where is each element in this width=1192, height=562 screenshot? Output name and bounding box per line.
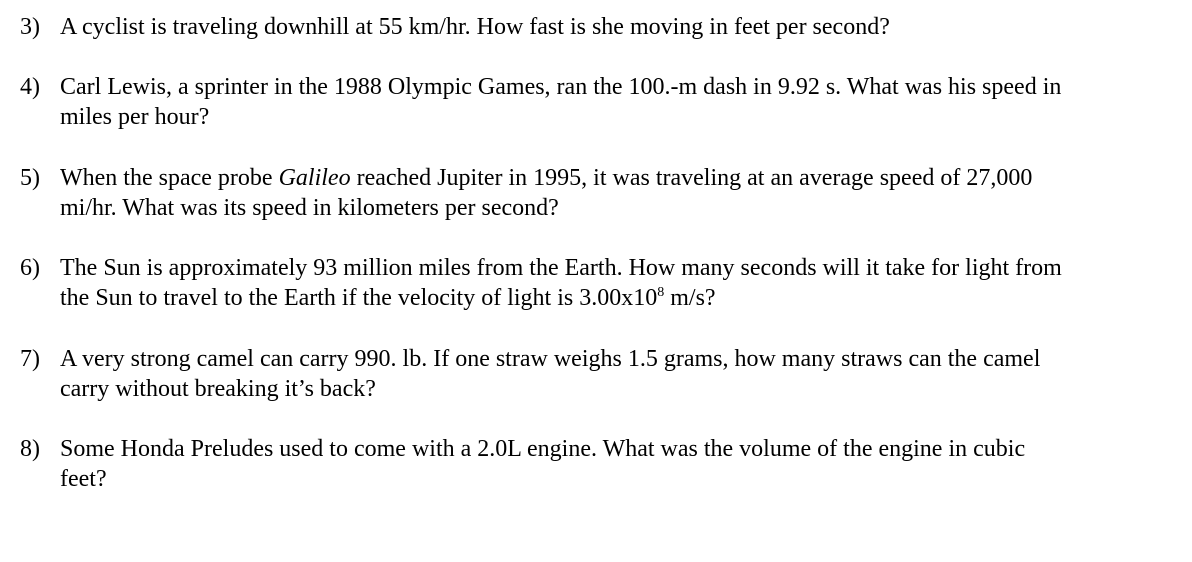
problem-text	[60, 163, 1190, 223]
problem-text-segment: reached Jupiter in 1995, it was traveling at an average speed of 27,000	[350, 165, 1033, 191]
problem-line: feet?	[60, 466, 107, 492]
problem-line: A very strong camel can carry 990. lb. If one straw weighs 1.5 grams, how many straws can the camel	[60, 346, 1041, 372]
problem-text	[60, 434, 1190, 494]
problem-text-segment: When the space probe	[60, 165, 279, 191]
problem-text	[60, 344, 1190, 404]
problem-line	[60, 283, 1190, 313]
problem-text-segment: the Sun to travel to the Earth if the velocity of light is 3.00x10	[60, 285, 658, 311]
problem-text	[60, 12, 1190, 42]
problem-text-segment: m/s?	[664, 285, 716, 311]
problem-number: 4)	[20, 74, 40, 100]
problem-line: mi/hr. What was its speed in kilometers per second?	[60, 195, 559, 221]
problem-line: Carl Lewis, a sprinter in the 1988 Olympic Games, ran the 100.-m dash in 9.92 s. What was his speed in	[60, 74, 1062, 100]
problem-text	[60, 72, 1190, 132]
problem-line: A cyclist is traveling downhill at 55 km/hr. How fast is she moving in feet per second?	[60, 14, 890, 40]
problem-line: The Sun is approximately 93 million miles from the Earth. How many seconds will it take for light from	[60, 255, 1062, 281]
problem-number: 5)	[20, 165, 40, 191]
problem-line: miles per hour?	[60, 104, 210, 130]
problem-line: carry without breaking it’s back?	[60, 376, 376, 402]
exponent: 8	[657, 285, 665, 300]
problem-number: 6)	[20, 255, 40, 281]
spacecraft-name: Galileo	[278, 165, 351, 191]
problem-text	[60, 253, 1190, 313]
problem-number: 8)	[20, 436, 40, 462]
problem-line	[60, 163, 1190, 193]
problem-number: 7)	[20, 346, 40, 372]
problem-number: 3)	[20, 14, 40, 40]
problem-line: Some Honda Preludes used to come with a 2.0L engine. What was the volume of the engine in cubic	[60, 436, 1026, 462]
